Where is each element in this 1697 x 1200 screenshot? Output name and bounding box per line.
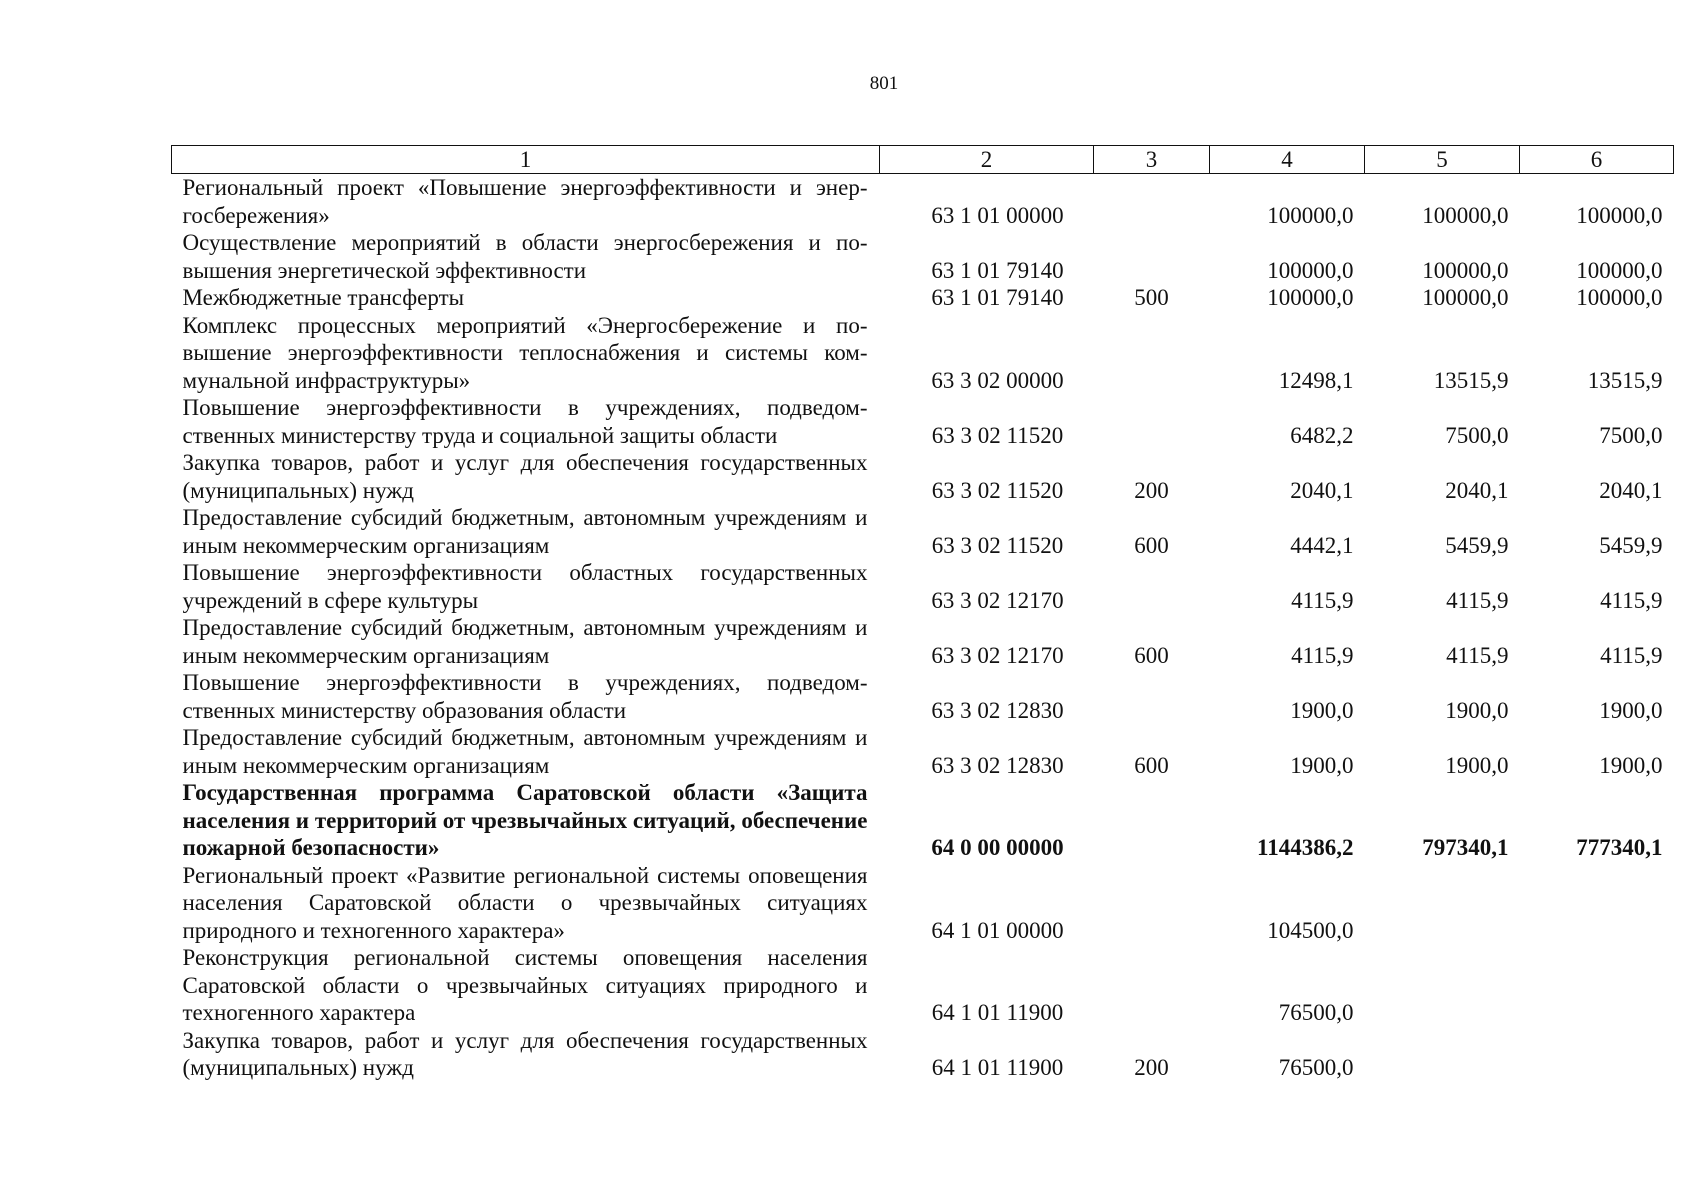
header-row	[172, 146, 1674, 174]
column-header-6: 6	[1520, 146, 1674, 174]
row-amount-col5	[1365, 1027, 1520, 1082]
row-amount-col6: 100000,0	[1576, 202, 1663, 228]
table-body	[172, 174, 1674, 1082]
row-code: 64 0 00 00000	[931, 835, 1064, 860]
row-name: Предоставление субсидий бюджетным, автономным учреждениям и иным некоммерческим организациям	[182, 505, 868, 558]
row-amount-col4: 76500,0	[1278, 1000, 1354, 1025]
row-amount-col4: 4115,9	[1291, 642, 1354, 668]
row-expense-type: 600	[1134, 532, 1169, 558]
row-name: Межбюджетные трансферты	[182, 285, 465, 310]
row-amount-col5: 1900,0	[1445, 697, 1509, 723]
table-row	[172, 449, 1674, 504]
row-amount-col5: 4115,9	[1446, 642, 1509, 668]
row-code: 63 1 01 00000	[931, 202, 1064, 228]
table-row	[172, 312, 1674, 395]
row-amount-col4: 76500,0	[1278, 1055, 1354, 1080]
row-amount-col6: 2040,1	[1599, 477, 1663, 503]
row-name: Региональный проект «Развитие региональной системы оповещения населения Саратовской области о чрезвычайных ситуациях природного и техногенного характера»	[182, 862, 868, 943]
table-row	[172, 862, 1674, 945]
row-amount-col6: 1900,0	[1599, 697, 1663, 723]
row-name: Реконструкция региональной системы оповещения населения Саратовской области о чрезвычайных ситуациях природного и техногенного характера	[182, 945, 868, 1025]
row-name: Комплекс процессных мероприятий «Энергосбережение и повышение энергоэффективности теплоснабжения и системы коммунальной инфраструктуры»	[182, 312, 868, 393]
row-code: 63 3 02 12170	[931, 642, 1064, 668]
row-amount-col4: 4115,9	[1291, 587, 1354, 613]
row-code: 63 3 02 00000	[931, 367, 1064, 393]
table-row	[172, 724, 1674, 779]
row-code: 63 3 02 12830	[931, 752, 1064, 778]
row-expense-type: 600	[1134, 752, 1169, 778]
row-expense-type	[1094, 394, 1210, 449]
row-expense-type	[1094, 944, 1210, 1027]
row-amount-col4: 100000,0	[1267, 257, 1354, 283]
row-code: 63 3 02 11520	[931, 477, 1064, 503]
row-name: Государственная программа Саратовской области «Защита населения и территорий от чрезвычайных ситуаций, обеспечение пожарной безопасности»	[182, 780, 868, 860]
row-code: 63 1 01 79140	[931, 257, 1064, 283]
table-row	[172, 394, 1674, 449]
row-code: 64 1 01 11900	[931, 1055, 1064, 1080]
row-amount-col4: 12498,1	[1278, 367, 1354, 393]
column-header-2: 2	[880, 146, 1094, 174]
row-amount-col6: 13515,9	[1587, 367, 1663, 393]
row-code: 63 3 02 12830	[931, 697, 1064, 723]
row-amount-col4: 6482,2	[1290, 422, 1354, 448]
table-row	[172, 559, 1674, 614]
row-amount-col5: 7500,0	[1445, 422, 1509, 448]
row-name: Предоставление субсидий бюджетным, автономным учреждениям и иным некоммерческим организациям	[182, 615, 868, 668]
row-amount-col5: 4115,9	[1446, 587, 1509, 613]
row-name: Повышение энергоэффективности в учреждениях, подведомственных министерству образования области	[182, 670, 868, 723]
row-amount-col5: 5459,9	[1445, 532, 1509, 558]
table-header	[172, 146, 1674, 174]
row-amount-col6: 5459,9	[1599, 532, 1663, 558]
row-expense-type	[1094, 312, 1210, 395]
column-header-4: 4	[1210, 146, 1365, 174]
row-expense-type	[1094, 229, 1210, 284]
row-amount-col5: 2040,1	[1445, 477, 1509, 503]
row-amount-col5: 100000,0	[1422, 257, 1509, 283]
table-row	[172, 944, 1674, 1027]
row-code: 63 1 01 79140	[931, 285, 1064, 310]
table-row	[172, 504, 1674, 559]
row-name: Повышение энергоэффективности областных государственных учреждений в сфере культуры	[182, 560, 868, 613]
table-row	[172, 1027, 1674, 1082]
row-amount-col4: 1900,0	[1290, 697, 1354, 723]
row-amount-col6	[1520, 1027, 1674, 1082]
row-amount-col4: 1144386,2	[1257, 835, 1354, 860]
row-expense-type	[1094, 559, 1210, 614]
row-name: Предоставление субсидий бюджетным, автономным учреждениям и иным некоммерческим организациям	[182, 725, 868, 778]
row-amount-col4: 2040,1	[1290, 477, 1354, 503]
table-row	[172, 229, 1674, 284]
row-name: Закупка товаров, работ и услуг для обеспечения государственных (муниципальных) нужд	[182, 1027, 868, 1080]
row-expense-type	[1094, 862, 1210, 945]
row-code: 63 3 02 11520	[931, 532, 1064, 558]
row-name: Повышение энергоэффективности в учреждениях, подведомственных министерству труда и социальной защиты области	[182, 395, 868, 448]
table-row	[172, 669, 1674, 724]
row-amount-col5: 1900,0	[1445, 752, 1509, 778]
row-expense-type: 200	[1134, 477, 1169, 503]
row-amount-col6: 7500,0	[1599, 422, 1663, 448]
row-amount-col6: 4115,9	[1600, 587, 1663, 613]
column-header-3: 3	[1094, 146, 1210, 174]
row-amount-col4: 4442,1	[1290, 532, 1354, 558]
row-expense-type: 200	[1134, 1055, 1169, 1080]
row-code: 64 1 01 00000	[931, 917, 1064, 943]
row-name: Закупка товаров, работ и услуг для обеспечения государственных (муниципальных) нужд	[182, 450, 868, 503]
page-number: 801	[869, 73, 899, 94]
table-row	[172, 614, 1674, 669]
row-name: Осуществление мероприятий в области энергосбережения и повышения энергетической эффективности	[182, 230, 868, 283]
row-expense-type	[1094, 779, 1210, 862]
row-amount-col6: 100000,0	[1576, 257, 1663, 283]
row-amount-col6	[1520, 944, 1674, 1027]
column-header-1: 1	[172, 146, 880, 174]
row-amount-col5: 100000,0	[1422, 285, 1509, 310]
row-amount-col5: 100000,0	[1422, 202, 1509, 228]
row-expense-type	[1094, 174, 1210, 230]
row-amount-col6: 4115,9	[1600, 642, 1663, 668]
row-expense-type	[1094, 669, 1210, 724]
row-amount-col6: 777340,1	[1576, 835, 1663, 860]
row-amount-col6	[1520, 862, 1674, 945]
row-code: 64 1 01 11900	[931, 1000, 1064, 1025]
table-row	[172, 779, 1674, 862]
row-amount-col6: 100000,0	[1576, 285, 1663, 310]
row-amount-col4: 100000,0	[1267, 202, 1354, 228]
row-amount-col5: 797340,1	[1422, 835, 1509, 860]
row-code: 63 3 02 11520	[931, 422, 1064, 448]
row-code: 63 3 02 12170	[931, 587, 1064, 613]
row-expense-type: 600	[1134, 642, 1169, 668]
table-row	[172, 174, 1674, 230]
column-header-5: 5	[1365, 146, 1520, 174]
row-amount-col4: 100000,0	[1267, 285, 1354, 310]
row-amount-col4: 1900,0	[1290, 752, 1354, 778]
row-amount-col6: 1900,0	[1599, 752, 1663, 778]
row-amount-col5: 13515,9	[1433, 367, 1509, 393]
budget-table	[171, 145, 1674, 1082]
row-amount-col5	[1365, 944, 1520, 1027]
row-amount-col5	[1365, 862, 1520, 945]
row-name: Региональный проект «Повышение энергоэффективности и энергосбережения»	[182, 175, 868, 228]
row-amount-col4: 104500,0	[1267, 917, 1354, 943]
row-expense-type: 500	[1134, 285, 1169, 310]
table-row	[172, 284, 1674, 312]
